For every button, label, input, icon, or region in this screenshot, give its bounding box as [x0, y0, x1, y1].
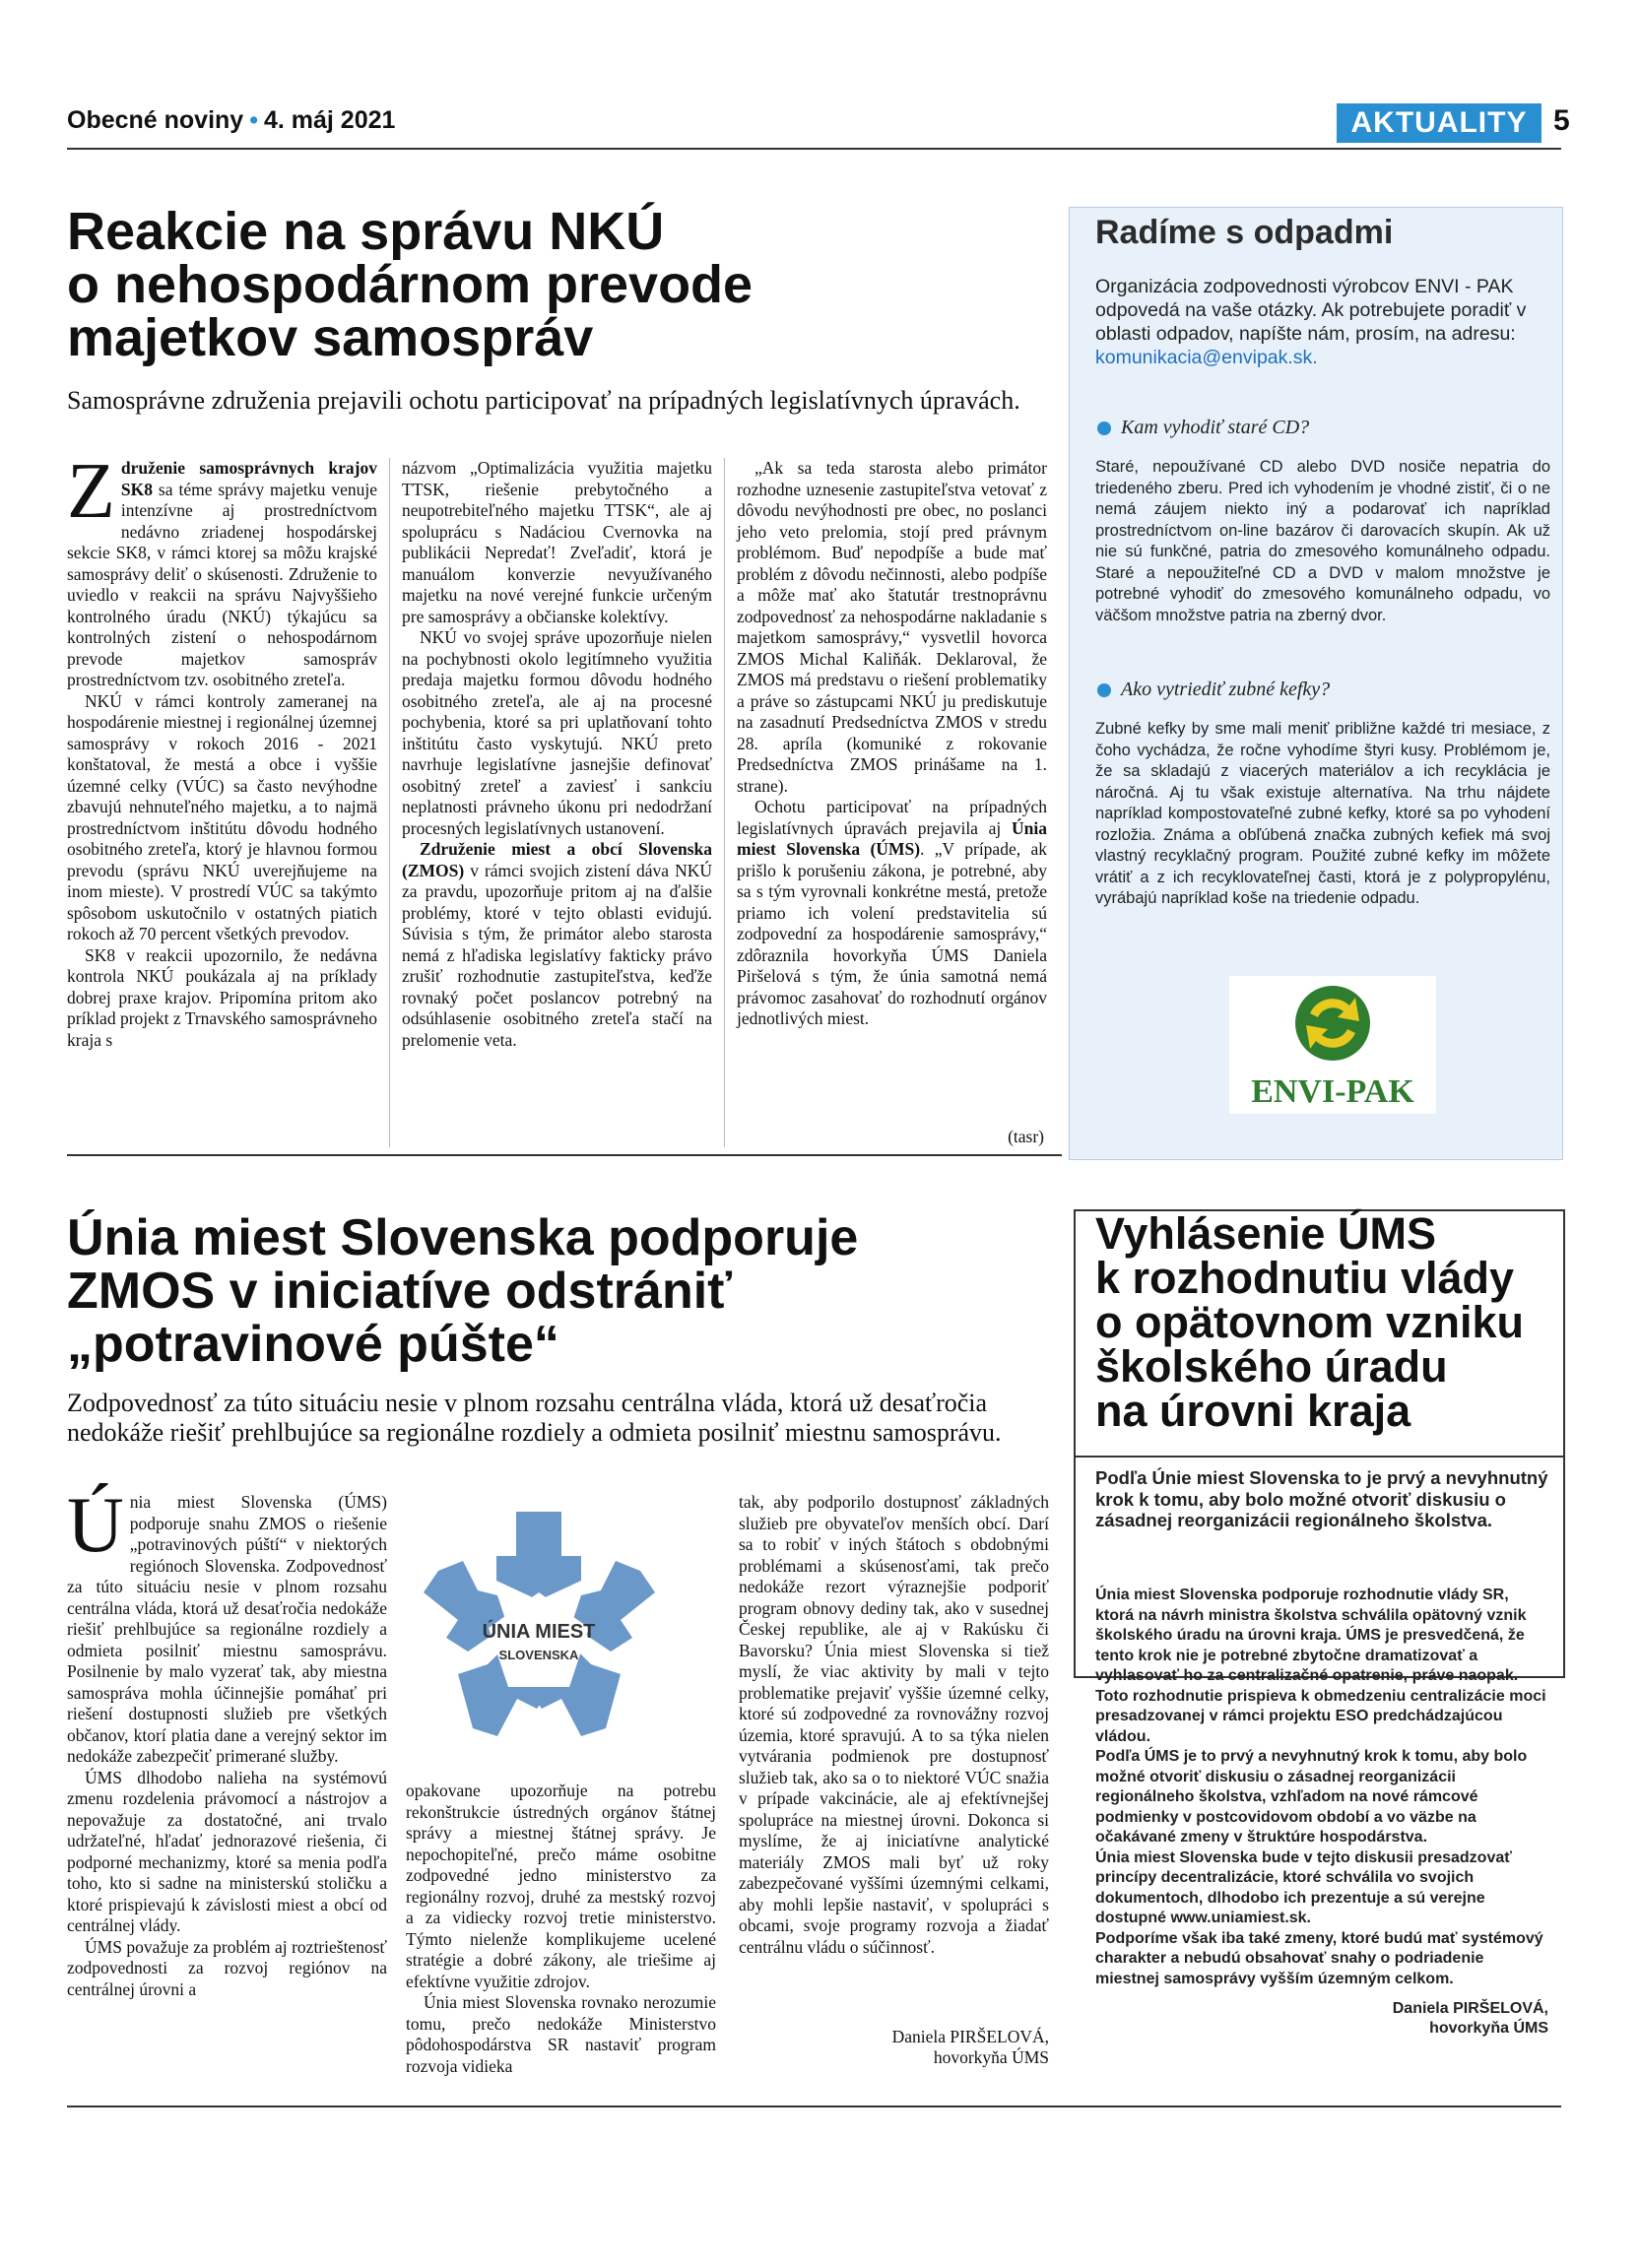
answer-2: Zubné kefky by sme mali meniť približne každé tri mesiace, z čoho vychádza, že ročne vyhodíme štyri kusy. Problémom je, že sa skladajú z viacerých materiálov a ich recyklácia je náročná. Aj tu však existuje alternatíva. Na trhu nájdete napríklad kompostovateľné zubné kefky, ktoré sa po vyhodení rozložia. Známa a obľúbená značka zubných kefiek má svoj vlastný recyklačný program. Použité zubné kefky im môžete vrátiť a z ich recyklovateľnej časti, ktorá je z polypropylénu, vyrábajú napríklad koše na triedenie odpadu. — [1095, 720, 1550, 907]
article1-col2-p2: NKÚ vo svojej správe upozorňuje nielen na pochybnosti okolo legitímneho využitia predaja majetku formou dôvodu hodného osobitného zreteľa, ale aj na procesné pochybenia, ktoré sa pri uplatňovaní tohto inštitútu často vyskytujú. NKÚ preto navrhuje legislatívne jasnejšie definovať osobitný zreteľ a zaviesť i sankciu neplatnosti právneho úkonu pri nedodržaní procesných legislatívnych ustanovení. — [402, 627, 712, 838]
box-p3: Únia miest Slovenska bude v tejto diskusii presadzovať princípy decentralizácie, ktoré schválila vo svojich dokumentoch, dlhodobo ich prezentuje a sú verejne dostupné www.uniamiest.sk. — [1095, 1848, 1512, 1926]
ums-logo-line2: SLOVENSKA — [498, 1648, 579, 1662]
article2-column-2 — [406, 1781, 716, 2077]
article1-deck: Samosprávne združenia prejavili ochotu participovať na prípadných legislatívnych úpravách. — [67, 386, 1020, 415]
question-2-text: Ako vytriediť zubné kefky? — [1121, 679, 1331, 700]
article1-headline-line2: o nehospodárnom prevode — [67, 255, 754, 314]
article1-headline-line1: Reakcie na správu NKÚ — [67, 202, 665, 261]
bullet-icon — [1097, 683, 1111, 697]
article1-lead-name: druženie samosprávnych krajov SK8 — [120, 458, 377, 499]
article2-headline-line1: Únia miest Slovenska podporuje — [67, 1209, 859, 1266]
article1-column-2 — [402, 458, 712, 1051]
article2-headline-line2: ZMOS v iniciatíve odstrániť — [67, 1263, 733, 1320]
article1-col2-p3: v rámci svojich zistení dáva NKÚ za pravdu, upozorňuje pritom aj na ďalšie problémy, ktoré v tejto oblasti evidujú. Súvisia s tým, že primátor alebo starosta nemá z hľadiska legislatívy fakticky právo zrušiť rozhodnutie zastupiteľstva, keďže rovnaký počet poslancov potrebný na odsúhlasenie osobitného zreteľa stačí na prelomenie veta. — [402, 860, 712, 1050]
box-title-rule — [1074, 1456, 1565, 1458]
article1-column-1 — [67, 448, 377, 1051]
article2-col3-p1: tak, aby podporilo dostupnosť základných služieb pre obyvateľov menších obcí. Darí sa to robiť v iných štátoch s obdobnými problémami a skúsenosťami, tak prečo nedokáže rezort výraznejšie podporiť program obnovy dediny tak, ako v susednej Českej republike, ale aj v Rakúsku či Bavorsku? Únia miest Slovenska si tiež myslí, že viac aktivity by mali v tejto problematike prejaviť vyššie územné celky, ktoré sú zodpovedné za rovnovážny rozvoj územia, ktoré spravujú. A to sa týka nielen vytvárania podmienok pre dostupnosť služieb tak, ako sa o to niektoré VÚC snažia v prípade vakcinácie, ale aj efektívnejšej spolupráce na miestnej úrovni. Dokonca si myslíme, že aj iniciatívne analytické materiály ZMOS mali byť už roky zabezpečované vyššími územnými celkami, aby mohli lepšie nastaviť, v spolupráci s obcami, svoje programy rozvoja a žiadať centrálnu vládu o súčinnosť. — [739, 1492, 1049, 1957]
article2-signature-role: hovorkyňa ÚMS — [933, 2047, 1049, 2067]
article1-headline — [67, 202, 754, 367]
article2-column-3 — [739, 1492, 1049, 1958]
article1-col2-p1: názvom „Optimalizácia využitia majetku TTSK, riešenie prebytočného a neupotrebiteľného majetku TTSK“, ale aj spoluprácu s Nadáciou Cvernovka na publikácii Nepredať! Zveľadiť, ktorá je manuálom konverzie nevyužívaného majetku na nové verejné funkcie určeným pre samosprávy a občianske kolektívy. — [402, 458, 712, 626]
article1-headline-line3: majetkov samospráv — [67, 308, 594, 367]
waste-advice-sidebar — [1069, 207, 1563, 1160]
sidebar-title: Radíme s odpadmi — [1095, 214, 1394, 251]
box-p1: Únia miest Slovenska podporuje rozhodnutie vlády SR, ktorá na návrh ministra školstva schválila opätovný vznik školského úradu na úrovni kraja. ÚMS je presvedčená, že tento krok nie je potrebné zbytočne dramatizovať a vyhlasovať ho za centralizačné opatrenie, práve naopak. Toto rozhodnutie prispieva k obmedzeniu centralizácie moci presadzovanej v rámci projektu ESO predchádzajúcou vládou. — [1095, 1587, 1546, 1745]
bullet-icon — [1097, 421, 1111, 435]
section-rule — [67, 1154, 1062, 1156]
issue-date: 4. máj 2021 — [263, 106, 396, 134]
article2-col1-p2: ÚMS dlhodobo nalieha na systémovú zmenu rozdelenia právomocí a nástrojov a nepovažuje za dostatočné, ani trvalo udržateľné, hľadať jednorazové riešenia, či podporné mechanizmy, ktoré sa menia podľa toho, kto si sadne na ministerskú stoličku a ktoré prispievajú k závislosti miest a obcí od centrálnej vlády. — [67, 1767, 387, 1935]
question-1-text: Kam vyhodiť staré CD? — [1121, 417, 1310, 438]
ums-logo-line1: ÚNIA MIEST — [482, 1621, 596, 1643]
article2-dropcap: Ú — [67, 1482, 124, 1569]
article2-col2-p2: Únia miest Slovenska rovnako nerozumie tomu, prečo nedokáže Ministerstvo pôdohospodárstva SR nastaviť program rozvoja vidieka — [406, 1992, 716, 2076]
article1-column-3 — [737, 458, 1047, 1030]
column-divider — [389, 458, 390, 1147]
article2-col1-p3: ÚMS považuje za problém aj roztrieštenosť zodpovednosti za rozvoj regiónov na centrálnej úrovni a — [67, 1936, 387, 1999]
ums-logo — [414, 1502, 665, 1743]
box-body — [1095, 1586, 1550, 1989]
article1-source: (tasr) — [1008, 1127, 1044, 1146]
question-2 — [1097, 679, 1330, 701]
box-headline-line1: Vyhlásenie ÚMS — [1095, 1208, 1436, 1259]
box-p4: Podporíme však iba také zmeny, ktoré budú mať systémový charakter a nebudú obsahovať snahy o podriadenie miestnej samosprávy vyšším územným celkom. — [1095, 1929, 1543, 1987]
article2-signature — [788, 2027, 1049, 2068]
article2-col1-p1: nia miest Slovenska (ÚMS) podporuje snahu ZMOS o riešenie „potravinových púští“ v niektorých regiónoch Slovenska. Zodpovednosť za túto situáciu nesie v plnom rozsahu centrálna vláda, ktorá už desaťročia nedokáže riešiť prehlbujúce sa regionálne rozdiely a odmieta posilniť miestnu samosprávu. Posilnenie by malo vyzerať tak, aby miestna samospráva mohla účinnejšie pomáhať pri riešení dostupnosti služieb pre všetkých občanov, ktorí platia dane a verejný sektor im nedokáže zabezpečiť primerané služby. — [67, 1492, 387, 1766]
box-signature — [1280, 1999, 1548, 2039]
article1-ums-lead: Únia miest Slovenska (ÚMS) — [737, 817, 1047, 859]
article2-deck: Zodpovednosť za túto situáciu nesie v plnom rozsahu centrálna vláda, ktorá už desaťročia nedokáže riešiť prehlbujúce sa regionálne rozdiely a odmieta posilniť miestnu samosprávu. — [67, 1389, 1002, 1447]
box-signature-name: Daniela PIRŠELOVÁ, — [1392, 2000, 1548, 2017]
section-badge: AKTUALITY — [1337, 103, 1542, 143]
sidebar-intro-text: Organizácia zodpovednosti výrobcov ENVI - PAK odpovedá na vaše otázky. Ak potrebujete poradiť v oblasti odpadov, napíšte nám, prosím, na adresu: — [1095, 276, 1527, 345]
paper-name: Obecné noviny — [67, 106, 244, 134]
box-headline — [1074, 1208, 1566, 1436]
contact-email-link[interactable]: komunikacia@envipak.sk. — [1095, 347, 1318, 368]
footer-rule — [67, 2106, 1561, 2107]
masthead — [67, 106, 395, 135]
article2-headline — [67, 1211, 858, 1371]
article1-col1-p1: sa téme správy majetku venuje intenzívne aj prostredníctvom nedávno zriadenej hospodárskej sekcie SK8, v rámci ktorej sa môžu krajské samosprávy deliť o skúsenosti. Združenie to uviedlo v reakcii na správu Najvyššieho kontrolného úradu (NKÚ) týkajúcu sa kontrolných zistení o nehospodárnom prevode majetkov samospráv prostredníctvom tzv. osobitného zreteľa. — [67, 479, 377, 689]
box-signature-role: hovorkyňa ÚMS — [1429, 2020, 1548, 2037]
column-divider — [724, 458, 725, 1147]
box-p2: Podľa ÚMS je to prvý a nevyhnutný krok k tomu, aby bolo možné otvoriť diskusiu o zásadnej reorganizácii regionálneho školstva, vzhľadom na nové rámcové podmienky v postcovidovom období a vo väzbe na očakávané zmeny v štruktúre hospodárstva. — [1095, 1748, 1528, 1846]
box-headline-line3: o opätovnom vzniku — [1095, 1297, 1525, 1347]
article2-column-1 — [67, 1482, 387, 2000]
envipak-logo — [1229, 976, 1436, 1114]
article1-col3-p1: „Ak sa teda starosta alebo primátor rozhodne uznesenie zastupiteľstva vetovať z dôvodu nevýhodnosti pre obec, no poslanci jeho veto prelomia, stojí pred právnym problémom. Buď nepodpíše a bude mať problém z dôvodu nečinnosti, alebo podpíše a môže mať ako štatutár trestnoprávnu zodpovednosť za nehospodárne nakladanie s majetkom samosprávy,“ vysvetlil hovorca ZMOS Michal Kaliňák. Deklaroval, že ZMOS má predstavu o riešení problematiky a práve so zástupcami NKÚ ju prediskutuje na zasadnutí Predsedníctva ZMOS v stredu 28. apríla (komuniké z rokovanie Predsedníctva ZMOS prinášame na 1. strane). — [737, 458, 1047, 796]
article1-col1-p3: SK8 v reakcii upozornilo, že nedávna kontrola NKÚ poukázala aj na príklady dobrej praxe krajov. Pripomína pritom ako príklad projekt z Trnavského samosprávneho kraja s — [67, 944, 377, 1050]
box-lead: Podľa Únie miest Slovenska to je prvý a nevyhnutný krok k tomu, aby bolo možné otvoriť diskusiu o zásadnej reorganizácii regionálneho školstva. — [1095, 1467, 1548, 1530]
article1-zmos-lead: Združenie miest a obcí Slovenska (ZMOS) — [402, 839, 712, 880]
article2-signature-name: Daniela PIRŠELOVÁ, — [891, 2027, 1049, 2046]
masthead-separator: • — [249, 106, 258, 134]
box-headline-line2: k rozhodnutiu vlády — [1095, 1253, 1515, 1303]
sidebar-intro — [1095, 275, 1548, 369]
article1-col3-p2b: . „V prípade, ak prišlo k porušeniu zákona, je potrebné, aby sa s tým vyrovnali konkrétne mestá, pretože priamo ich volení predstavitelia sú zodpovední za hospodárenie samosprávy,“ zdôraznila hovorkyňa ÚMS Daniela Piršelová s tým, že únia samotná nemá právomoc zasahovať do rozhodnutí orgánov jednotlivých miest. — [737, 839, 1047, 1028]
header-rule — [67, 148, 1561, 150]
article1-dropcap: Z — [67, 448, 115, 535]
article2-headline-line3: „potravinové púšte“ — [67, 1316, 559, 1373]
question-1 — [1097, 417, 1309, 439]
article2-col2-p1: opakovane upozorňuje na potrebu rekonštrukcie ústredných orgánov štátnej správy a miestnej štátnej správy. Je nepochopiteľné, prečo máme osobitne zodpovedné jedno ministerstvo za regionálny rozvoj, druhé za mestský rozvoj a za vidiecky rozvoj tretie ministerstvo. Týmto nielenže komplikujeme ucelené stratégie a dobré zákony, ale triešime aj efektívne využitie zdrojov. — [406, 1781, 716, 1991]
box-headline-line5: na úrovni kraja — [1095, 1386, 1411, 1436]
box-headline-line4: školského úradu — [1095, 1341, 1448, 1392]
article1-col3-p2a: Ochotu participovať na prípadných legislatívnych úpravách prejavila aj — [737, 797, 1047, 838]
envipak-logo-text: ENVI-PAK — [1251, 1073, 1414, 1110]
answer-1: Staré, nepoužívané CD alebo DVD nosiče nepatria do triedeného zberu. Pred ich vyhodením je vhodné zistiť, či o ne nemá záujem niekto iný a podarovať ich napríklad prostredníctvom on-line bazárov či darovacích skupín. Ak už nie sú funkčné, patria do zmesového komunálneho odpadu. Staré a nepoužiteľné CD a DVD v malom množstve je potrebné vyhodiť do zmesového komunálneho odpadu, vo väčšom množstve patria na zberný dvor. — [1095, 458, 1550, 624]
page-number: 5 — [1553, 104, 1570, 137]
article1-col1-p2: NKÚ v rámci kontroly zameranej na hospodárenie miestnej i regionálnej územnej samosprávy v rokoch 2016 - 2021 konštatoval, že mestá a obce i vyššie územné celky (VÚC) sa často nevýhodne zbavujú nehnuteľného majetku, a to najmä prostredníctvom inštitútu dôvodu hodného osobitného zreteľa, ktorý je hlavnou formou prevodu (správu NKÚ uverejňujeme na inom mieste). V prostredí VÚC sa takýmto spôsobom uskutočnilo v ostatných piatich rokoch až 70 percent všetkých prevodov. — [67, 690, 377, 943]
